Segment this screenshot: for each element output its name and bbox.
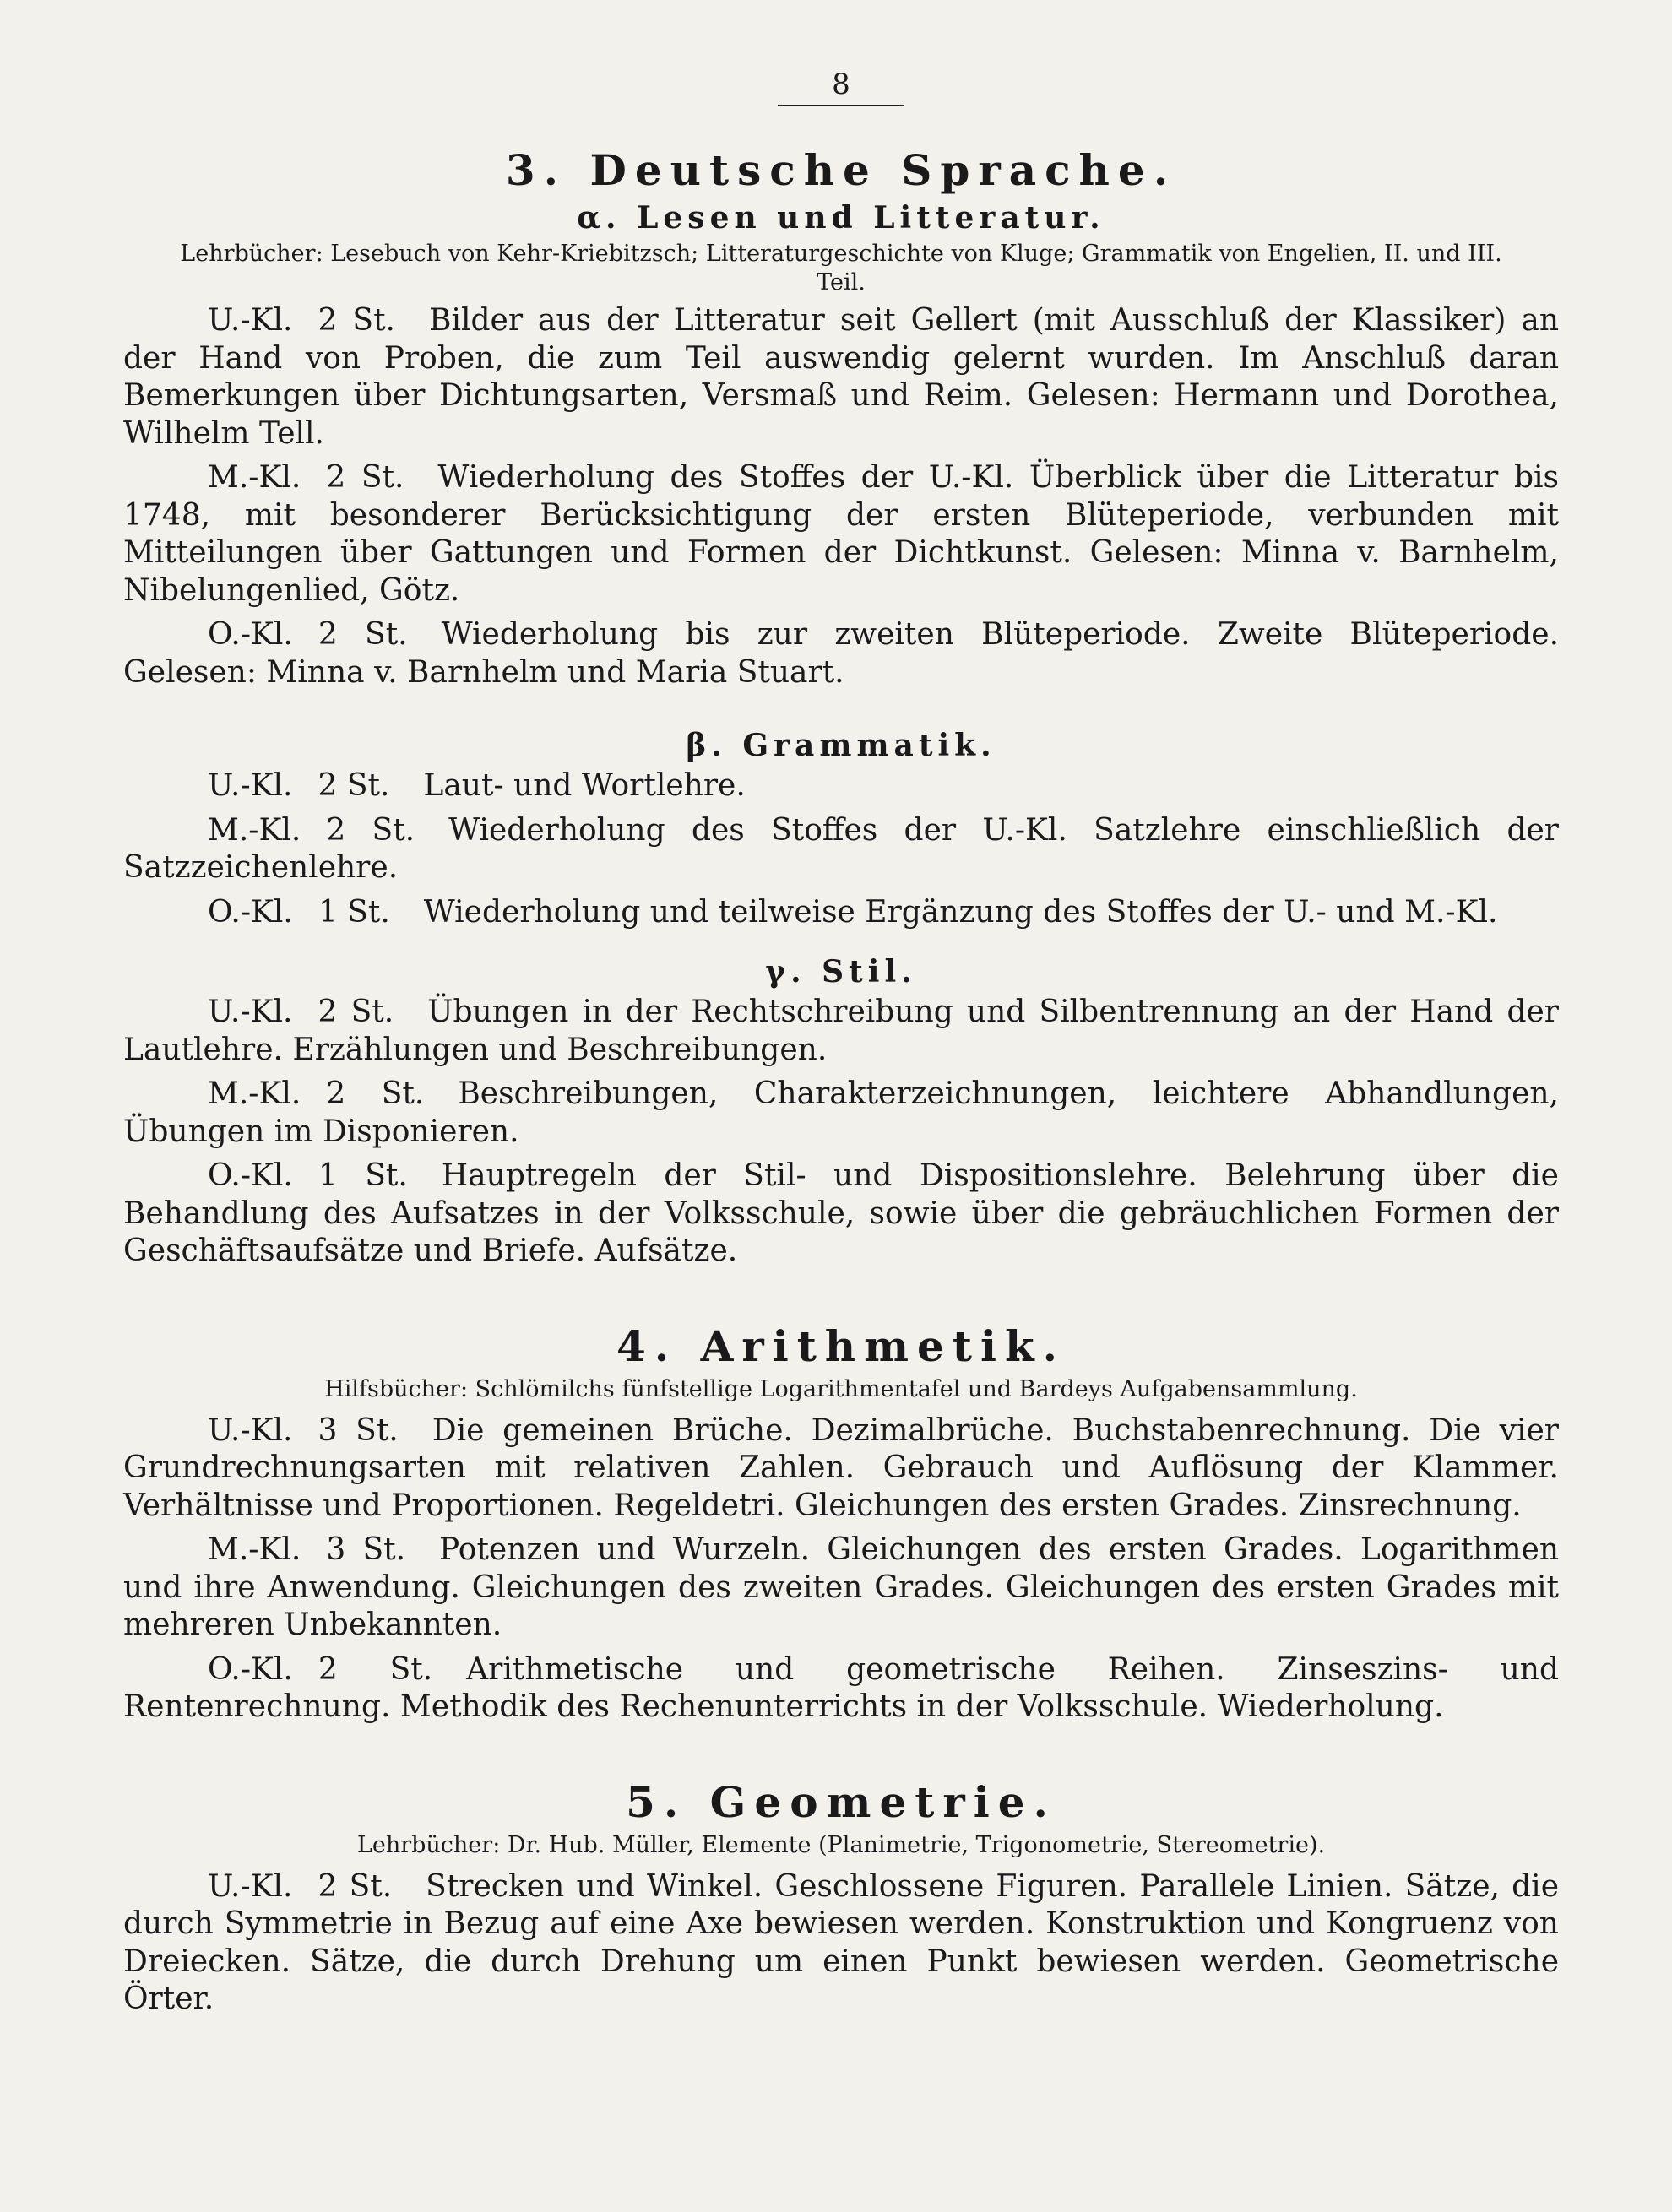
class-label: U.-Kl. (208, 1868, 293, 1904)
section-title: 3. Deutsche Sprache. (505, 145, 1177, 195)
paragraph-text: Wiederholung bis zur zweiten Blüteperiode. Zweite Blüteperiode. Gelesen: Minna v. Barnhelm und Maria Stuart. (123, 617, 1560, 690)
class-label: O.-Kl. (208, 894, 293, 930)
paragraph (123, 616, 1559, 691)
hours-label: 2 St. (318, 303, 395, 338)
hours-label: 3 St. (326, 1532, 406, 1567)
paragraph-text: Wiederholung des Stoffes der U.-Kl. Satzlehre einschließlich der Satzzeichenlehre. (123, 812, 1559, 885)
paragraph (123, 994, 1559, 1069)
paragraph (123, 894, 1559, 932)
paragraph-text: Strecken und Winkel. Geschlossene Figuren. Parallele Linien. Sätze, die durch Symmetrie in Bezug auf eine Axe bewiesen werden. Konstruktion und Kongruenz von Dreiecken. Sätze, die durch Drehung um einen Punkt bewiesen werden. Geometrische Örter. (123, 1868, 1560, 2016)
paragraph (123, 1158, 1559, 1271)
paragraph-text: Die gemeinen Brüche. Dezimalbrüche. Buchstabenrechnung. Die vier Grundrechnungsarten mit relativen Zahlen. Gebrauch und Auflösung der Klammer. Verhältnisse und Proportionen. Regeldetri. Gleichungen des ersten Grades. Zinsrechnung. (123, 1412, 1560, 1523)
paragraph-text: Bilder aus der Litteratur seit Gellert (mit Ausschluß der Klassiker) an der Hand von Proben, die zum Teil auswendig gelernt wurden. Im Anschluß daran Bemerkungen über Dichtungsarten, Versmaß und Reim. Gelesen: Hermann und Dorothea, Wilhelm Tell. (123, 303, 1560, 451)
page-number: 8 (832, 68, 850, 101)
paragraph-text: Wiederholung und teilweise Ergänzung des Stoffes der U.- und M.-Kl. (423, 894, 1498, 930)
class-label: M.-Kl. (208, 812, 301, 848)
page (123, 68, 1559, 2019)
paragraph-text: Beschreibungen, Charakterzeichnungen, leichtere Abhandlungen, Übungen im Disponieren. (123, 1076, 1560, 1149)
class-label: O.-Kl. (208, 1651, 293, 1687)
paragraph (123, 302, 1559, 453)
class-label: M.-Kl. (208, 460, 301, 495)
hours-label: 2 St. (326, 812, 415, 848)
hours-label: 2 St. (318, 1651, 433, 1687)
hours-label: 2 St. (326, 1076, 425, 1111)
paragraph-text: Hauptregeln der Stil- und Dispositionslehre. Belehrung über die Behandlung des Aufsatzes in der Volksschule, sowie über die gebräuchlichen Formen der Geschäftsaufsätze und Briefe. Aufsätze. (123, 1158, 1559, 1268)
paragraph-text: Laut- und Wortlehre. (423, 768, 746, 803)
subsection-title: γ. Stil. (765, 954, 917, 989)
page-number-rule (778, 105, 904, 106)
paragraph (123, 1868, 1559, 2019)
paragraph (123, 1412, 1559, 1526)
hours-label: 2 St. (326, 460, 404, 495)
class-label: U.-Kl. (208, 768, 293, 803)
hours-label: 1 St. (318, 894, 390, 930)
paragraph (123, 1532, 1559, 1645)
paragraph-text: Übungen in der Rechtschreibung und Silbentrennung an der Hand der Lautlehre. Erzählungen und Beschreibungen. (123, 995, 1560, 1067)
class-label: O.-Kl. (208, 1158, 293, 1193)
hours-label: 2 St. (318, 617, 408, 652)
class-label: M.-Kl. (208, 1532, 301, 1567)
class-label: O.-Kl. (208, 617, 293, 652)
hours-label: 3 St. (318, 1412, 399, 1448)
paragraph (123, 1076, 1559, 1151)
class-label: U.-Kl. (208, 303, 293, 338)
paragraph (123, 1651, 1559, 1727)
paragraph (123, 459, 1559, 610)
hours-label: 1 St. (318, 1158, 408, 1193)
hours-label: 2 St. (318, 995, 394, 1029)
paragraph (123, 767, 1559, 805)
paragraph-text: Wiederholung des Stoffes der U.-Kl. Überblick über die Litteratur bis 1748, mit besonderer Berücksichtigung der ersten Blüteperiode, verbunden mit Mitteilungen über Gattungen und Formen der Dichtkunst. Gelesen: Minna v. Barnhelm, Nibelungenlied, Götz. (123, 460, 1559, 608)
hours-label: 2 St. (318, 1868, 393, 1904)
paragraph-text: Arithmetische und geometrische Reihen. Zinseszins- und Rentenrechnung. Methodik des Rechenunterrichts in der Volksschule. Wiederholung. (123, 1651, 1559, 1724)
class-label: U.-Kl. (208, 1412, 293, 1448)
class-label: M.-Kl. (208, 1076, 301, 1111)
paragraph-text: Potenzen und Wurzeln. Gleichungen des ersten Grades. Logarithmen und ihre Anwendung. Gleichungen des zweiten Grades. Gleichungen des ersten Grades mit mehreren Unbekannten. (123, 1532, 1559, 1642)
subsection-title: α. Lesen und Litteratur. (577, 200, 1105, 236)
section-title: 5. Geometrie. (626, 1776, 1056, 1827)
class-label: U.-Kl. (208, 995, 293, 1029)
textbooks-note: Lehrbücher: Dr. Hub. Müller, Elemente (Planimetrie, Trigonometrie, Stereometrie). (356, 1831, 1326, 1858)
paragraph (123, 812, 1559, 887)
subsection-title: β. Grammatik. (686, 728, 996, 763)
textbooks-note: Lehrbücher: Lesebuch von Kehr-Kriebitzsch; Litteraturgeschichte von Kluge; Grammatik von Engelien, II. und III. Teil. (180, 241, 1502, 295)
textbooks-note: Hilfsbücher: Schlömilchs fünfstellige Logarithmentafel und Bardeys Aufgabensammlung. (324, 1375, 1358, 1402)
section-title: 4. Arithmetik. (616, 1320, 1067, 1371)
hours-label: 2 St. (318, 768, 390, 803)
